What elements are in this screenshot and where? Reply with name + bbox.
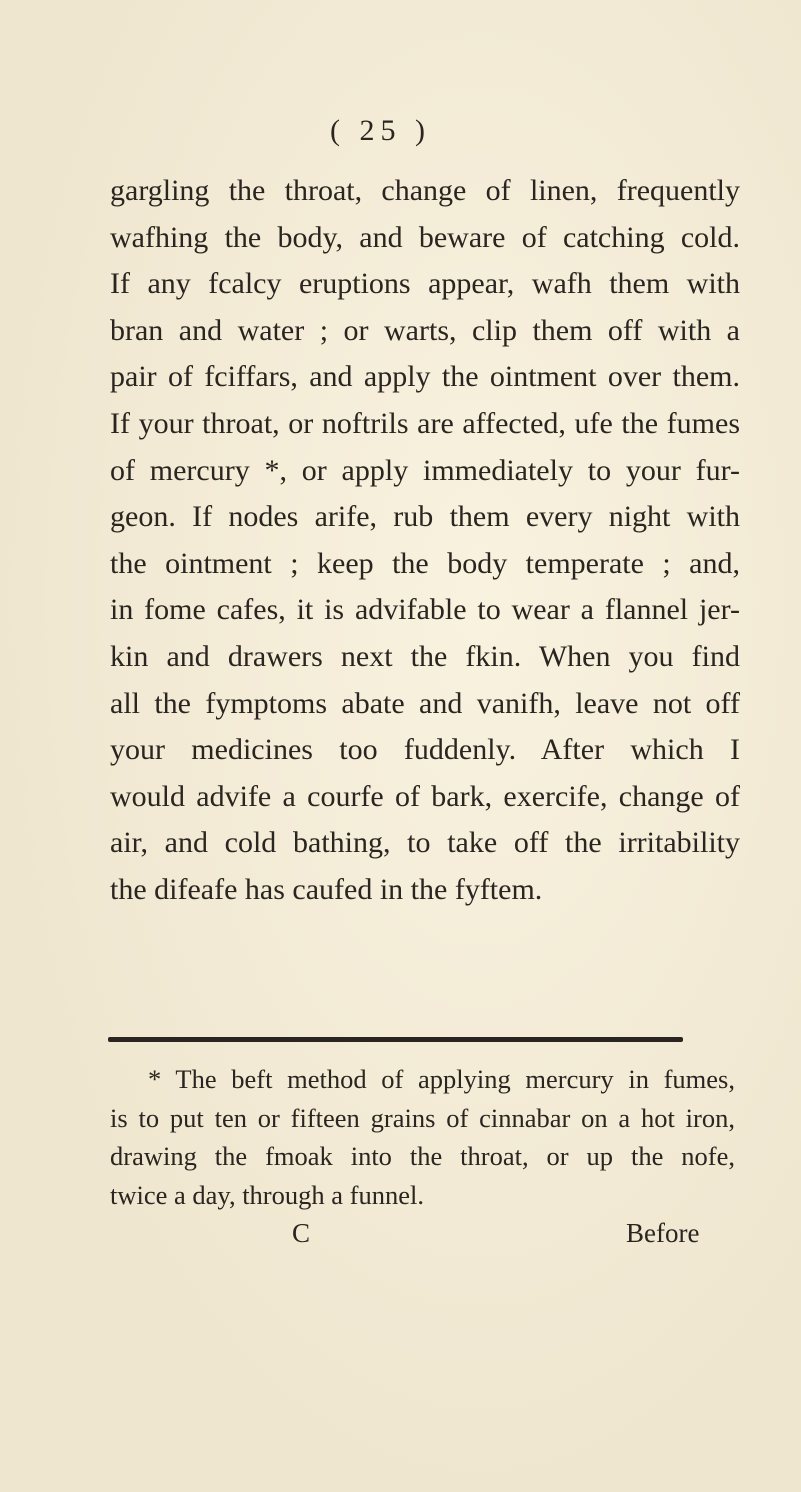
text-line: geon. If nodes arife, rub them every night with	[110, 500, 740, 534]
text-line: kin and drawers next the fkin. When you find	[110, 639, 740, 673]
text-line: of mercury *, or apply immediately to your fur-	[110, 453, 740, 487]
text-line: If any fcalcy eruptions appear, wafh them with	[110, 267, 740, 301]
text-line: would advife a courfe of bark, exercife, change of	[110, 779, 740, 813]
text-line: If your throat, or noftrils are affected, ufe the fumes	[110, 406, 740, 440]
text-line: bran and water ; or warts, clip them off with a	[110, 313, 740, 347]
footnote-line: twice a day, through a funnel.	[110, 1179, 424, 1210]
main-text	[110, 168, 740, 914]
text-line: air, and cold bathing, to take off the irritability	[110, 826, 740, 860]
text-line: in fome cafes, it is advifable to wear a flannel jer-	[110, 593, 740, 627]
text-line: your medicines too fuddenly. After which I	[110, 733, 740, 767]
footnote-line: drawing the fmoak into the throat, or up the nofe,	[110, 1141, 735, 1171]
text-line: the ointment ; keep the body temperate ; and,	[110, 546, 740, 580]
page-header	[0, 114, 801, 148]
text-line: pair of fciffars, and apply the ointment over them.	[110, 360, 740, 394]
text-line: wafhing the body, and beware of catching cold.	[110, 220, 740, 254]
page-footer	[0, 1218, 801, 1258]
footnote	[110, 1060, 735, 1214]
footnote-divider	[108, 1037, 683, 1042]
catchword: Before	[626, 1218, 700, 1248]
footnote-line: * The beft method of applying mercury in fumes,	[148, 1064, 735, 1094]
footnote-line: is to put ten or fifteen grains of cinnabar on a hot iron,	[110, 1102, 735, 1133]
signature-mark: C	[292, 1218, 311, 1248]
text-line: gargling the throat, change of linen, frequently	[110, 174, 740, 207]
text-line: all the fymptoms abate and vanifh, leave not off	[110, 686, 740, 720]
text-line: the difeafe has caufed in the fyftem.	[110, 872, 543, 906]
page-number: ( 25 )	[330, 114, 431, 147]
